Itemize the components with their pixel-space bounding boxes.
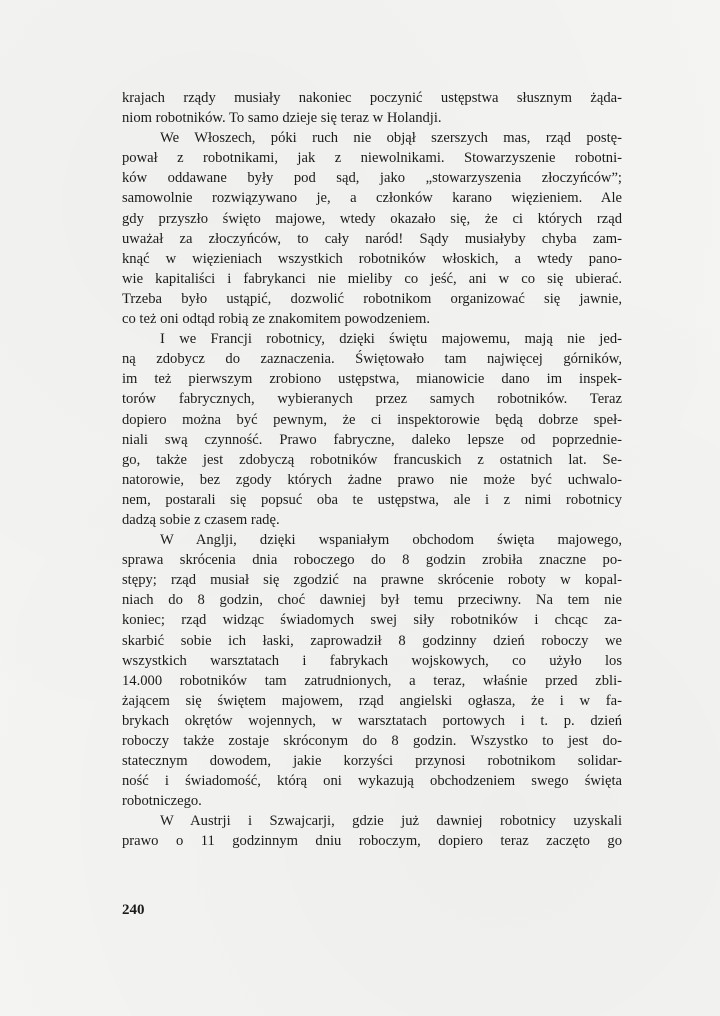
text-line: samowolnie rozwiązywano je, a członków karano więzieniem. Ale (122, 190, 622, 207)
text-line: ną zdobycz do zaznaczenia. Świętowało tam najwięcej górników, (122, 351, 622, 368)
text-line: roboczy także zostaje skróconym do 8 godzin. Wszystko to jest do- (122, 733, 622, 749)
text-line: natorowie, bez zgody których żadne prawo nie może być uchwalo- (122, 471, 622, 488)
text-line: Trzeba było ustąpić, dozwolić robotnikom organizować się jawnie, (122, 290, 622, 307)
text-line: nem, postarali się popsuć oba te ustępstwa, ale i z nimi robotnicy (122, 491, 622, 508)
text-line: brykach okrętów wojennych, w warsztatach portowych i t. p. dzień (122, 712, 622, 729)
text-line: żającem się świętem majowem, rząd angielski ogłasza, że i w fa- (122, 692, 622, 709)
text-line: knąć w więzieniach wszystkich robotników włoskich, a wtedy pano- (122, 250, 622, 267)
text-line: ność i świadomość, którą oni wykazują obchodzeniem swego święta (122, 773, 622, 790)
text-line: im też pierwszym zrobiono ustępstwa, mianowicie dano im inspek- (122, 371, 622, 388)
text-line: wszystkich warsztatach i fabrykach wojskowych, co użyło los (122, 652, 622, 669)
text-line: torów fabrycznych, wybieranych przez samych robotników. Teraz (122, 391, 622, 408)
text-line: krajach rządy musiały nakoniec poczynić ustępstwa słusznym żąda- (122, 90, 622, 106)
text-line: prawo o 11 godzinnym dniu roboczym, dopiero teraz zaczęto go (122, 833, 622, 850)
text-line: sprawa skrócenia dnia roboczego do 8 godzin zrobiła znaczne po- (122, 552, 622, 569)
text-line: stępy; rząd musiał się zgodzić na prawne skrócenie roboty w kopal- (122, 572, 622, 589)
text-line: go, także jest zdobyczą robotników francuskich z ostatnich lat. Se- (122, 451, 622, 468)
text-line: We Włoszech, póki ruch nie objął szerszych mas, rząd postę- (160, 130, 622, 147)
text-line: dopiero można być pewnym, że ci inspektorowie będą dobrze speł- (122, 411, 622, 428)
page-number: 240 (122, 902, 145, 918)
text-line: statecznym dowodem, jakie korzyści przynosi robotnikom solidar- (122, 753, 622, 770)
text-line: uważał za złoczyńców, to cały naród! Sądy musiałyby chyba zam- (122, 230, 622, 247)
text-line: W Austrji i Szwajcarji, gdzie już dawniej robotnicy uzyskali (160, 813, 622, 830)
text-line: I we Francji robotnicy, dzięki świętu majowemu, mają nie jed- (160, 331, 622, 348)
text-line: niali swą czynność. Prawo fabryczne, daleko lepsze od poprzednie- (122, 431, 622, 448)
text-line: ków oddawane były pod sąd, jako „stowarzyszenia złoczyńców”; (122, 170, 622, 187)
text-line: skarbić sobie ich łaski, zaprowadził 8 godzinny dzień roboczy we (122, 632, 622, 649)
text-line: pował z robotnikami, jak z niewolnikami. Stowarzyszenie robotni- (122, 150, 622, 167)
body-text (122, 88, 622, 852)
text-line: robotniczego. (122, 793, 202, 810)
text-line: dadzą sobie z czasem radę. (122, 511, 280, 528)
text-line: niom robotników. To samo dzieje się teraz w Holandji. (122, 110, 442, 127)
text-line: wie kapitaliści i fabrykanci nie mieliby co jeść, ani w co się ubierać. (122, 270, 622, 287)
text-line: niach do 8 godzin, choć dawniej był temu przeciwny. Na tem nie (122, 592, 622, 609)
text-line: 14.000 robotników tam zatrudnionych, a teraz, właśnie przed zbli- (122, 672, 622, 689)
text-line: gdy przyszło święto majowe, wtedy okazało się, że ci których rząd (122, 210, 622, 227)
text-line: co też oni odtąd robią ze znakomitem powodzeniem. (122, 311, 430, 328)
text-line: koniec; rząd widząc świadomych swej siły robotników i chcąc za- (122, 612, 622, 629)
text-line: W Anglji, dzięki wspaniałym obchodom święta majowego, (160, 532, 622, 549)
